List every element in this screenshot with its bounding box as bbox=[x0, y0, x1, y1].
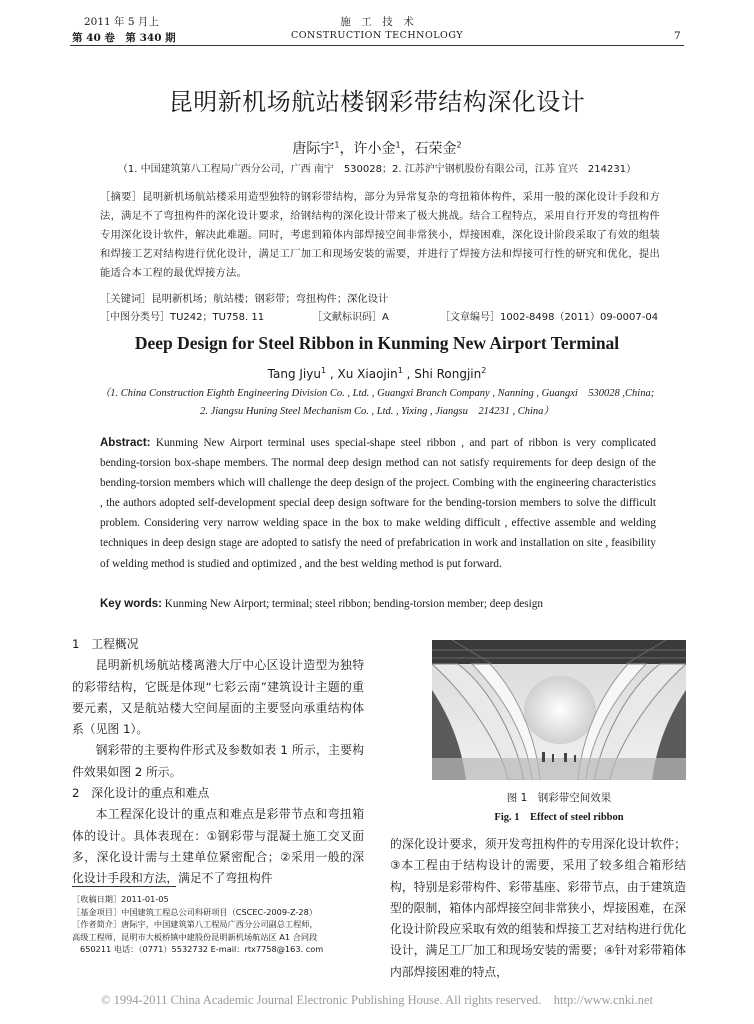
affiliation-en-line1: （1. China Construction Eighth Engineering Division Co. , Ltd. , Guangxi Branch Company , Nanning , Guangxi 530028 ,China; bbox=[99, 388, 655, 399]
issue-date: 2011 年 5 月上 bbox=[84, 16, 159, 28]
figure-caption-cn: 图 1 钢彩带空间效果 bbox=[506, 792, 612, 804]
clc-number: ［中图分类号］TU242；TU758. 11 bbox=[100, 312, 265, 323]
author-affil-mark: 1 bbox=[320, 366, 327, 375]
author-name: 许小金 bbox=[353, 141, 396, 157]
author-affil-mark: 1 bbox=[334, 140, 340, 150]
paragraph: 本工程深化设计的重点和难点是彩带节点和弯扭箱体的设计。具体表现在：①钢彩带与混凝土施工交叉面多，深化设计需与土建单位紧密配合；②采用一般的深化设计手段和方法，满足不了弯扭构件 bbox=[72, 807, 364, 886]
author-affil-mark: 2 bbox=[456, 140, 462, 150]
volume-issue: 第 40 卷 第 340 期 bbox=[72, 32, 176, 44]
section-heading-1: 1 工程概况 bbox=[72, 637, 139, 651]
abstract-label: Abstract: bbox=[100, 437, 151, 449]
author-affil-mark: 2 bbox=[481, 366, 487, 375]
abstract-en bbox=[100, 433, 656, 574]
footnote-fund: ［基金项目］中国建筑工程总公司科研项目（CSCEC-2009-Z-28） bbox=[72, 906, 318, 917]
journal-name-cn: 施 工 技 术 bbox=[340, 16, 414, 28]
paragraph: 的深化设计要求，须开发弯扭构件的专用深化设计软件；③本工程由于结构设计的需要，采用了较多组合箱形结构，特别是彩带构件、彩带基座、彩带节点，由于建筑造型的限制，箱体内部焊接空间非常狭小，焊接困难，在深化设计阶段应采取有效的组装和焊接工艺对结构进行优化设计，满足工厂加工和现场安装的需要；④针对彩带箱体内部焊接困难的特点， bbox=[390, 837, 686, 979]
authors-en: Tang Jiyu$^1$ , Xu Xiaojin$^1$ , Shi Rongjin$^2$ bbox=[267, 366, 487, 381]
abstract-cn: ［摘要］昆明新机场航站楼采用造型独特的钢彩带结构，部分为异常复杂的弯扭箱体构件，采用一般的深化设计手段和方法，满足不了弯扭构件的深化设计要求，给钢结构的深化设计带来了极大挑战。结合工程特点，采用自行开发的弯扭构件专用深化设计软件，解决此难题。同时，考虑到箱体内部焊接空间非常狭小，焊接困难，深化设计阶段采取了有效的组装和焊接工艺对结构进行优化设计，满足工厂加工和现场安装的需要，并进行了焊接方法和焊接可行性的研究和优化，提出能适合本工程的最优焊接方法。 bbox=[100, 191, 660, 279]
header-rule bbox=[70, 45, 684, 46]
keywords-label: Key words: bbox=[100, 598, 162, 610]
figure-1-photo bbox=[432, 640, 686, 780]
author-separator: ， bbox=[400, 141, 415, 157]
journal-name-en: CONSTRUCTION TECHNOLOGY bbox=[290, 30, 464, 41]
affiliation-en-line2: 2. Jiangsu Huning Steel Mechanism Co. , Ltd. , Yixing , Jiangsu 214231 , China） bbox=[200, 406, 554, 417]
paper-title-en: Deep Design for Steel Ribbon in Kunming New Airport Terminal bbox=[134, 333, 620, 353]
paper-title-cn: 昆明新机场航站楼钢彩带结构深化设计 bbox=[168, 88, 586, 116]
author-name: 石荣金 bbox=[414, 141, 457, 157]
affiliation-cn: （1. 中国建筑第八工程局广西分公司，广西 南宁 530028；2. 江苏沪宁钢机股份有限公司，江苏 宜兴 214231） bbox=[117, 164, 637, 175]
author-name: Shi Rongjin bbox=[414, 367, 482, 381]
document-code: ［文献标识码］A bbox=[312, 312, 389, 323]
footnote-received: ［收稿日期］2011-01-05 bbox=[72, 894, 169, 904]
footnote-contact: 650211 电话：（0771）5532732 E-mail：rtx7758@163. com bbox=[80, 944, 324, 954]
abstract-text: Kunming New Airport terminal uses special-shape steel ribbon , and part of ribbon is very complicated bending-torsion box-shape members. The normal deep design method can not satisfy requirements for deep design of the bending-torsion members which will challenge the deep design of the project. Combing with the engineering characteristics , the authors adopted self-development special deep design software for the bending-torsion members to solve the difficult problem. Considering very narrow welding space in the box to make welding difficult , effective assemble and welding techniques in deep design stage are adopted to satisfy the need of prefabrication in work and installation on site , feasibility of welding method is studied and optimized , and the best welding method is put forward. bbox=[100, 437, 656, 570]
author-name: Xu Xiaojin bbox=[337, 367, 398, 381]
keywords-text: Kunming New Airport; terminal; steel ribbon; bending-torsion member; deep design bbox=[162, 598, 543, 610]
footnotes bbox=[72, 893, 372, 956]
keywords-cn: ［关键词］昆明新机场；航站楼；钢彩带；弯扭构件；深化设计 bbox=[100, 293, 389, 305]
author-affil-mark: 1 bbox=[397, 366, 403, 375]
footnote-author: ［作者简介］唐际宇，中国建筑第八工程局广西分公司副总工程师， bbox=[72, 919, 318, 929]
author-name: 唐际宇 bbox=[292, 141, 335, 157]
figure-caption-en: Fig. 1 Effect of steel ribbon bbox=[494, 812, 624, 823]
footnote-rule bbox=[72, 886, 176, 887]
article-number: ［文章编号］1002-8498（2011）09-0007-04 bbox=[440, 312, 659, 323]
author-separator: ， bbox=[339, 141, 354, 157]
footnote-author: 高级工程师，昆明市大板桥镇中建股份昆明新机场航站区 A1 合同段 bbox=[72, 931, 318, 942]
copyright-notice: © 1994-2011 China Academic Journal Electronic Publishing House. All rights reserved. http://www.cnki.net bbox=[101, 993, 653, 1007]
author-name: Tang Jiyu bbox=[267, 367, 321, 381]
steel-ribbon-photo bbox=[432, 640, 686, 780]
body-left-column bbox=[72, 634, 364, 890]
authors-cn bbox=[0, 138, 754, 158]
body-right-column bbox=[390, 834, 686, 983]
author-affil-mark: 1 bbox=[395, 140, 401, 150]
keywords-en bbox=[100, 598, 543, 610]
paragraph: 昆明新机场航站楼离港大厅中心区设计造型为独特的彩带结构，它既是体现“七彩云南”建筑设计主题的重要元素，又是航站楼大空间屋面的主要竖向承重结构体系（见图 1）。 bbox=[72, 658, 364, 737]
page-number: 7 bbox=[674, 30, 681, 42]
section-heading-2: 2 深化设计的重点和难点 bbox=[72, 786, 210, 801]
paragraph: 钢彩带的主要构件形式及参数如表 1 所示，主要构件效果如图 2 所示。 bbox=[72, 743, 364, 779]
